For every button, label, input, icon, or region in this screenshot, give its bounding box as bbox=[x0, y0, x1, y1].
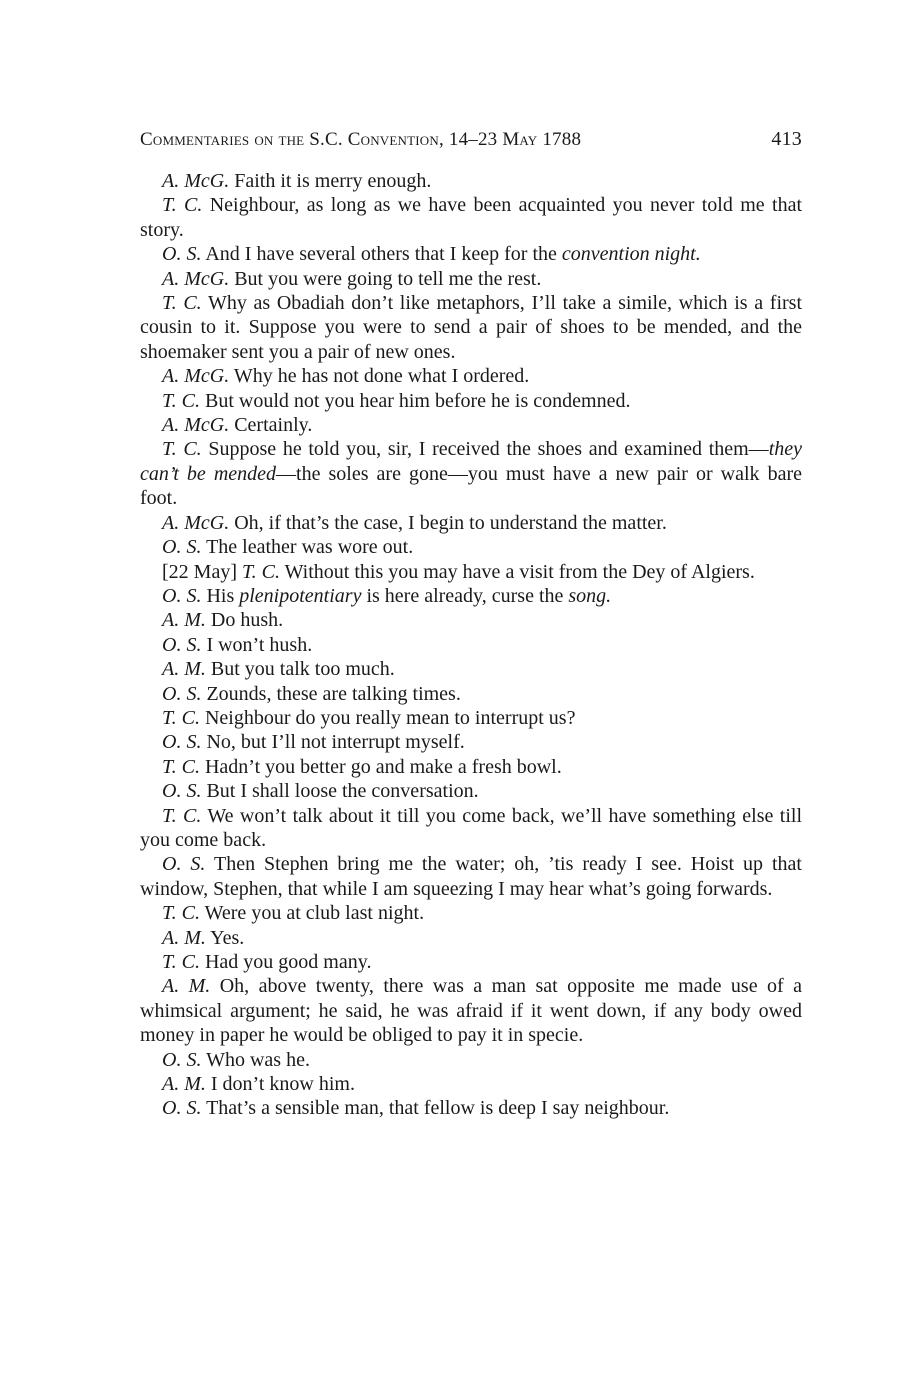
running-head bbox=[140, 128, 802, 151]
speaker: O. S. bbox=[162, 1048, 202, 1071]
running-title: Commentaries on the S.C. Convention, 14–23 May 1788 bbox=[140, 129, 582, 150]
emphasis: plenipotentiary bbox=[239, 584, 362, 607]
paragraph bbox=[140, 779, 802, 803]
emphasis: song. bbox=[568, 584, 612, 607]
paragraph bbox=[140, 657, 802, 681]
paragraph bbox=[140, 1096, 802, 1120]
paragraph bbox=[140, 901, 802, 925]
paragraph bbox=[140, 169, 802, 193]
paragraph bbox=[140, 1072, 802, 1096]
paragraph bbox=[140, 193, 802, 242]
paragraph bbox=[140, 852, 802, 901]
paragraph bbox=[140, 608, 802, 632]
paragraph bbox=[140, 364, 802, 388]
paragraph bbox=[140, 730, 802, 754]
speaker: A. McG. bbox=[162, 511, 230, 534]
speaker: T. C. bbox=[162, 389, 200, 412]
speech: Without this you may have a visit from the Dey of Algiers. bbox=[279, 560, 755, 583]
emphasis: they can’t be mended bbox=[140, 438, 802, 485]
speaker: O. S. bbox=[162, 536, 202, 559]
page-number: 413 bbox=[771, 128, 802, 150]
speaker: A. M. bbox=[162, 658, 206, 681]
paragraph bbox=[140, 633, 802, 657]
speech: —the soles are gone—you must have a new pair or walk bare foot. bbox=[140, 462, 803, 510]
speech: Neighbour do you really mean to interrupt us? bbox=[199, 706, 576, 729]
speech: We won’t talk about it till you come back, we’ll have something else till you come back. bbox=[140, 804, 802, 851]
paragraph bbox=[140, 242, 802, 266]
paragraph bbox=[140, 974, 802, 1047]
speech: Hadn’t you better go and make a fresh bowl. bbox=[199, 755, 562, 778]
speech: The leather was wore out. bbox=[201, 536, 414, 559]
paragraph bbox=[140, 950, 802, 974]
speaker: T. C. bbox=[241, 560, 280, 583]
speech: is here already, curse the bbox=[361, 584, 569, 607]
speech: Yes. bbox=[205, 926, 245, 949]
speech: Suppose he told you, sir, I received the shoes and examined them— bbox=[201, 438, 769, 461]
speaker: T. C. bbox=[162, 951, 200, 973]
speech: But you talk too much. bbox=[205, 658, 395, 681]
speech: Why as Obadiah don’t like metaphors, I’ll take a simile, which is a first cousin to it. Suppose you were to send a pair of shoes to be mended, and the shoemaker sent you a pair of new ones. bbox=[140, 292, 802, 363]
speech: And I have several others that I keep for the bbox=[201, 243, 562, 266]
paragraph bbox=[140, 804, 802, 853]
speech: Were you at club last night. bbox=[199, 902, 425, 925]
paragraph bbox=[140, 291, 802, 364]
speaker: A. McG. bbox=[162, 414, 230, 437]
dialogue-body bbox=[140, 169, 802, 1121]
speech: But you were going to tell me the rest. bbox=[229, 267, 542, 290]
speaker: A. McG. bbox=[162, 267, 230, 290]
speech: Do hush. bbox=[205, 609, 284, 632]
speech: Had you good many. bbox=[199, 951, 372, 973]
speaker: A. M. bbox=[162, 975, 211, 998]
speaker: A. M. bbox=[162, 926, 206, 949]
paragraph bbox=[140, 535, 802, 559]
speech: But would not you hear him before he is condemned. bbox=[199, 389, 631, 412]
speech: Who was he. bbox=[201, 1048, 310, 1071]
speech: Oh, above twenty, there was a man sat opposite me made use of a whimsical argument; he said, he was afraid if it went down, if any body owed money in paper he would be obliged to pay it in specie. bbox=[140, 975, 802, 1047]
paragraph bbox=[140, 560, 802, 584]
paragraph bbox=[140, 1048, 802, 1072]
paragraph bbox=[140, 706, 802, 730]
speaker: T. C. bbox=[162, 438, 202, 461]
date-marker: [22 May] bbox=[162, 560, 242, 583]
speaker: O. S. bbox=[162, 584, 202, 607]
paragraph bbox=[140, 755, 802, 779]
speech: Why he has not done what I ordered. bbox=[229, 365, 530, 388]
paragraph bbox=[140, 389, 802, 413]
paragraph bbox=[140, 584, 802, 608]
paragraph bbox=[140, 437, 802, 510]
speaker: O. S. bbox=[162, 1097, 202, 1120]
speaker: T. C. bbox=[162, 706, 200, 729]
speech: No, but I’ll not interrupt myself. bbox=[201, 731, 465, 754]
speech: That’s a sensible man, that fellow is deep I say neighbour. bbox=[201, 1097, 670, 1120]
speaker: O. S. bbox=[162, 853, 206, 876]
paragraph bbox=[140, 413, 802, 437]
speaker: T. C. bbox=[162, 292, 202, 315]
speaker: A. McG. bbox=[162, 365, 230, 388]
speech: Neighbour, as long as we have been acquainted you never told me that story. bbox=[140, 194, 803, 241]
speech: Faith it is merry enough. bbox=[229, 170, 432, 192]
speech: I won’t hush. bbox=[201, 633, 313, 656]
paragraph bbox=[140, 682, 802, 706]
speaker: T. C. bbox=[162, 194, 203, 217]
speech: Zounds, these are talking times. bbox=[201, 682, 461, 705]
speaker: O. S. bbox=[162, 633, 202, 656]
document-page bbox=[140, 128, 802, 1121]
speaker: O. S. bbox=[162, 780, 202, 803]
speaker: A. M. bbox=[162, 1073, 206, 1096]
paragraph bbox=[140, 511, 802, 535]
speaker: O. S. bbox=[162, 682, 202, 705]
emphasis: convention night. bbox=[561, 243, 701, 266]
paragraph bbox=[140, 926, 802, 950]
speech: His bbox=[201, 584, 240, 607]
speech: But I shall loose the conversation. bbox=[201, 780, 479, 803]
speaker: T. C. bbox=[162, 902, 200, 925]
speech: I don’t know him. bbox=[205, 1073, 355, 1096]
speaker: T. C. bbox=[162, 804, 202, 827]
speaker: O. S. bbox=[162, 243, 202, 266]
speaker: A. M. bbox=[162, 609, 206, 632]
speaker: T. C. bbox=[162, 755, 200, 778]
speaker: A. McG. bbox=[162, 170, 230, 192]
speech: Certainly. bbox=[229, 414, 313, 437]
paragraph bbox=[140, 267, 802, 291]
speech: Oh, if that’s the case, I begin to understand the matter. bbox=[229, 511, 667, 534]
speaker: O. S. bbox=[162, 731, 202, 754]
speech: Then Stephen bring me the water; oh, ’tis ready I see. Hoist up that window, Stephen, that while I am squeezing I may hear what’s going forwards. bbox=[140, 853, 802, 900]
